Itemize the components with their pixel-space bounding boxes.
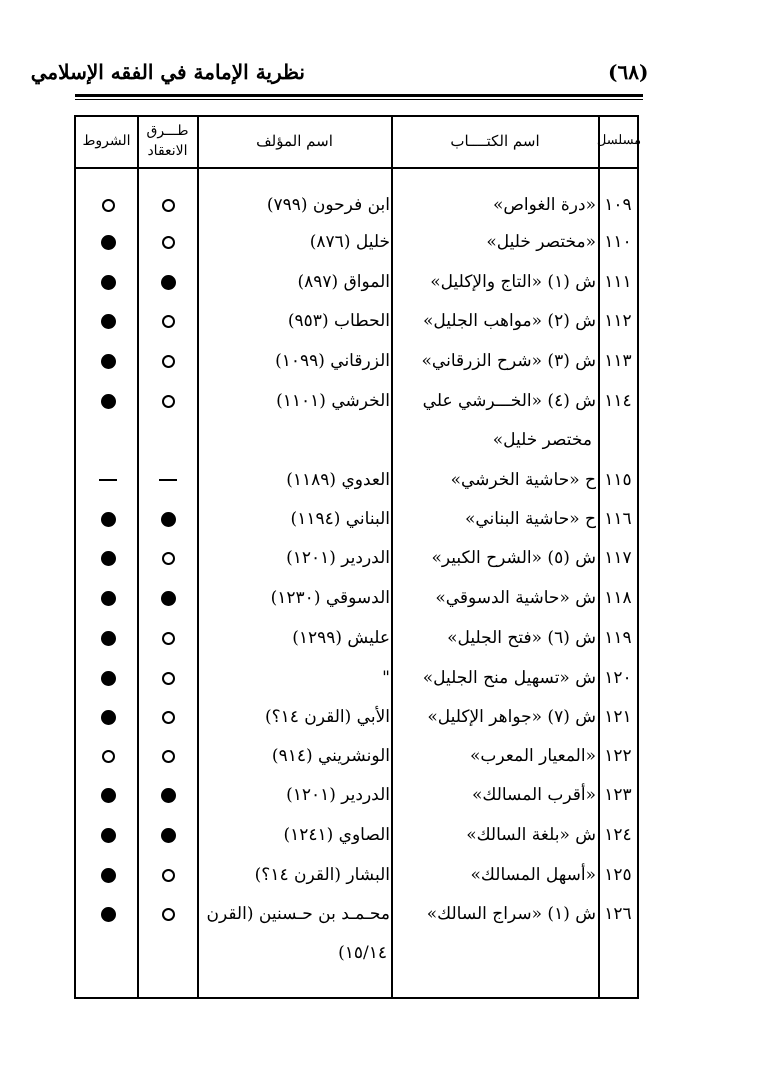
book-name: ش «تسهيل منح الجليل» [422,668,596,688]
conditions-cell [78,698,138,736]
column-header-ways: طـــرق الانعقاد [146,123,189,159]
ways-cell [138,776,198,814]
author-name: الأبي (القرن ١٤؟) [264,707,390,727]
serial-number: ١١٩ [604,628,632,648]
filled-circle-icon [101,354,116,369]
book-name: ح «حاشية البناني» [464,509,596,529]
table-row [74,619,639,657]
table-row [74,816,639,854]
ways-cell [138,619,198,657]
ways-cell [138,816,198,854]
ways-cell [138,856,198,894]
filled-circle-icon [101,591,116,606]
open-circle-icon [162,908,175,921]
ways-cell [138,659,198,697]
serial-number: ١٢١ [604,707,632,727]
serial-number: ١١٠ [604,232,632,252]
author-name: الونشريني (٩١٤) [271,746,390,766]
header-rule-thin [75,99,643,100]
conditions-cell [78,500,138,538]
ways-cell [138,186,198,224]
table-row [74,500,639,538]
conditions-cell [78,382,138,420]
open-circle-icon [162,750,175,763]
filled-circle-icon [101,275,116,290]
serial-number: ١١٢ [604,311,632,331]
ways-cell [138,539,198,577]
author-name: عليش (١٢٩٩) [292,628,390,648]
author-name: " [382,668,390,688]
ways-cell [138,342,198,380]
open-circle-icon [162,869,175,882]
conditions-cell [78,302,138,340]
conditions-cell [78,816,138,854]
book-name: «المعيار المعرب» [470,746,596,766]
conditions-cell [78,776,138,814]
filled-circle-icon [101,671,116,686]
serial-number: ١١٣ [604,351,632,371]
book-name: ش (٣) «شرح الزرقاني» [421,351,596,371]
open-circle-icon [162,199,175,212]
column-header-serial: مسلسل [596,133,642,148]
filled-circle-icon [101,828,116,843]
filled-circle-icon [101,631,116,646]
open-circle-icon [162,315,175,328]
table-row [74,382,639,420]
table-row [74,263,639,301]
conditions-cell [78,263,138,301]
author-name: الزرقاني (١٠٩٩) [275,351,390,371]
author-name: الدسوقي (١٢٣٠) [270,588,390,608]
filled-circle-icon [161,275,176,290]
book-name: ش (٧) «جواهر الإكليل» [427,707,596,727]
table-row [74,302,639,340]
author-name: البناني (١١٩٤) [290,509,390,529]
table-row [74,895,639,933]
conditions-cell [78,461,138,499]
column-header-author: اسم المؤلف [256,132,333,150]
serial-number: ١١٤ [604,391,632,411]
author-name: الدردير (١٢٠١) [286,785,390,805]
header-divider [74,167,639,169]
header-rule [75,94,643,97]
book-name: ش (٤) «الخـــرشي علي [422,391,596,411]
open-circle-icon [162,552,175,565]
ways-cell [138,263,198,301]
author-name: الدردير (١٢٠١) [286,548,390,568]
dash-icon [99,479,117,481]
ways-cell [138,737,198,775]
conditions-cell [78,856,138,894]
ways-cell [138,895,198,933]
book-continuation: مختصر خليل» [492,430,592,450]
serial-number: ١٢٦ [604,904,632,924]
book-name: ش (١) «التاج والإكليل» [430,272,596,292]
conditions-cell [78,579,138,617]
book-name: ش (٦) «فتح الجليل» [447,628,596,648]
author-name: المواق (٨٩٧) [297,272,390,292]
book-name: ش (٥) «الشرح الكبير» [431,548,596,568]
book-name: «أسهل المسالك» [470,865,596,885]
serial-number: ١٢٥ [604,865,632,885]
serial-number: ١٢٤ [604,825,632,845]
filled-circle-icon [101,235,116,250]
book-name: ش «بلغة السالك» [466,825,596,845]
filled-circle-icon [161,788,176,803]
serial-number: ١١٧ [604,548,632,568]
filled-circle-icon [101,868,116,883]
ways-cell [138,579,198,617]
conditions-cell [78,659,138,697]
book-name: «درة الغواص» [492,195,596,215]
open-circle-icon [102,199,115,212]
book-name: ش (٢) «مواهب الجليل» [423,311,596,331]
conditions-cell [78,342,138,380]
open-circle-icon [102,750,115,763]
open-circle-icon [162,236,175,249]
filled-circle-icon [161,591,176,606]
ways-cell [138,698,198,736]
serial-number: ١١٥ [604,470,632,490]
open-circle-icon [162,355,175,368]
ways-cell [138,382,198,420]
author-name: الخرشي (١١٠١) [276,391,390,411]
filled-circle-icon [101,788,116,803]
open-circle-icon [162,395,175,408]
filled-circle-icon [101,314,116,329]
column-header-book: اسم الكتــــاب [450,132,540,150]
dash-icon [159,479,177,481]
book-name: ش (١) «سراج السالك» [426,904,596,924]
conditions-cell [78,895,138,933]
table-row [74,342,639,380]
ways-cell [138,223,198,261]
book-name: ح «حاشية الخرشي» [450,470,596,490]
serial-number: ١٢٣ [604,785,632,805]
serial-number: ١٢٠ [604,668,632,688]
table-row [74,186,639,224]
author-name: الحطاب (٩٥٣) [287,311,390,331]
filled-circle-icon [101,551,116,566]
filled-circle-icon [101,907,116,922]
serial-number: ١١١ [604,272,632,292]
author-name: الصاوي (١٢٤١) [283,825,390,845]
page-number: (٦٨) [608,60,649,84]
author-name: ابن فرحون (٧٩٩) [266,195,390,215]
author-continuation: ١٥/١٤) [338,943,387,963]
conditions-cell [78,619,138,657]
filled-circle-icon [161,828,176,843]
ways-cell [138,461,198,499]
table-row [74,461,639,499]
book-name: «أقرب المسالك» [471,785,596,805]
serial-number: ١١٦ [604,509,632,529]
author-name: محـمـد بن حـسنين (القرن [206,904,390,924]
ways-cell [138,302,198,340]
serial-number: ١١٨ [604,588,632,608]
conditions-cell [78,223,138,261]
column-header-conditions: الشروط [82,133,131,149]
table-row [74,698,639,736]
author-name: خليل (٨٧٦) [309,232,390,252]
conditions-cell [78,737,138,775]
filled-circle-icon [101,710,116,725]
ways-cell [138,500,198,538]
table-row [74,223,639,261]
filled-circle-icon [101,512,116,527]
book-name: ش «حاشية الدسوقي» [435,588,596,608]
table-row [74,539,639,577]
open-circle-icon [162,672,175,685]
table-row [74,776,639,814]
serial-number: ١٢٢ [604,746,632,766]
conditions-cell [78,539,138,577]
author-name: البشار (القرن ١٤؟) [254,865,390,885]
filled-circle-icon [161,512,176,527]
table-row [74,659,639,697]
serial-number: ١٠٩ [604,195,632,215]
open-circle-icon [162,711,175,724]
table-row [74,856,639,894]
table-row [74,579,639,617]
author-name: العدوي (١١٨٩) [286,470,390,490]
filled-circle-icon [101,394,116,409]
book-name: «مختصر خليل» [486,232,596,252]
open-circle-icon [162,632,175,645]
table-row [74,737,639,775]
book-title: نظرية الإمامة في الفقه الإسلامي [30,60,305,84]
conditions-cell [78,186,138,224]
